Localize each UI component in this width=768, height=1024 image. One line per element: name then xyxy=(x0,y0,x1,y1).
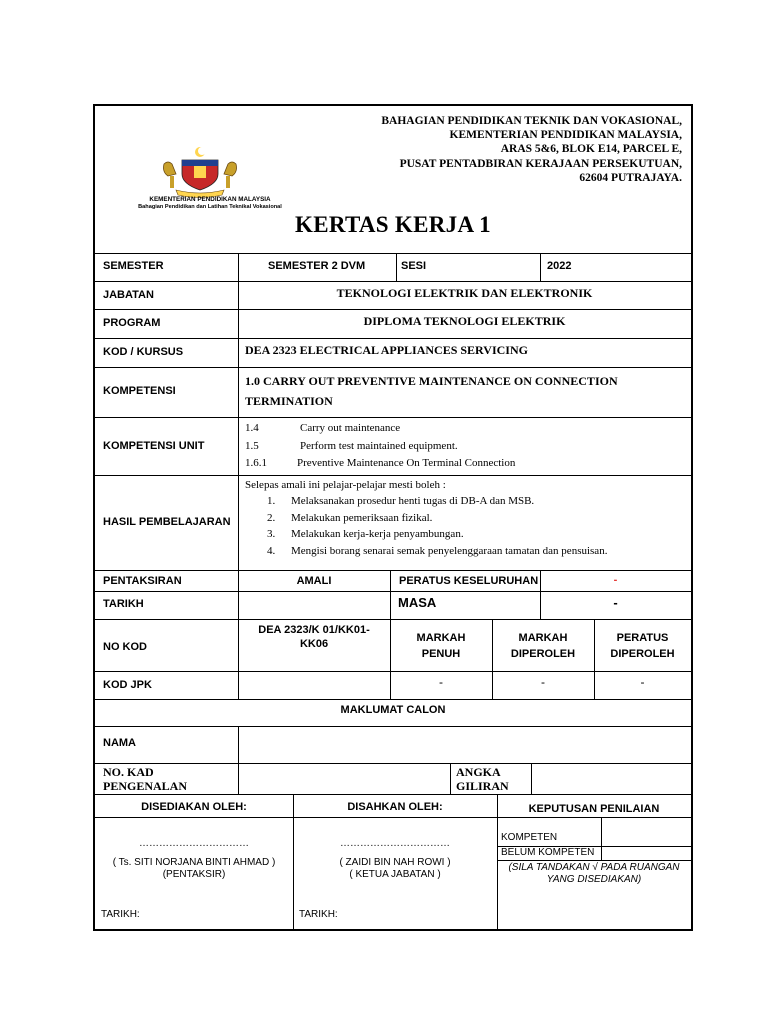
note-line: (SILA TANDAKAN √ PADA RUANGAN xyxy=(508,862,680,873)
masa-label: MASA xyxy=(398,595,437,610)
address-line: BAHAGIAN PENDIDIKAN TEKNIK DAN VOKASIONAL, xyxy=(381,115,682,127)
item-number: 2. xyxy=(267,511,276,524)
no-kad-pengenalan-label xyxy=(103,765,187,793)
disahkan-role: ( KETUA JABATAN ) xyxy=(349,869,441,880)
sesi-label: SESI xyxy=(401,260,427,272)
markah-diperoleh-value: - xyxy=(541,675,545,689)
label-line: ANGKA xyxy=(456,765,501,779)
note-line: YANG DISEDIAKAN) xyxy=(546,874,642,885)
item-text: Mengisi borang senarai semak penyelenggaraan tamatan dan pensuisan. xyxy=(291,544,608,557)
list-item xyxy=(245,493,689,509)
kompetensi-value xyxy=(245,371,618,411)
belum-kompeten-checkbox[interactable] xyxy=(602,847,690,860)
kompeten-option-label: KOMPETEN xyxy=(501,832,558,843)
angka-giliran-label xyxy=(456,765,509,793)
peratus-keseluruhan-value: - xyxy=(613,574,618,586)
label-line: PENGENALAN xyxy=(103,779,188,793)
ministry-logo xyxy=(120,144,280,214)
kompetensi-label: KOMPETENSI xyxy=(103,385,176,397)
kod-jpk-label: KOD JPK xyxy=(103,679,152,691)
disediakan-name: ( Ts. SITI NORJANA BINTI AHMAD ) xyxy=(112,857,276,868)
header-line: PERATUS xyxy=(616,632,669,644)
markah-penuh-value: - xyxy=(439,675,443,689)
unit-number: 1.4 xyxy=(245,422,259,434)
item-text: Melaksanakan prosedur henti tugas di DB-A dan MSB. xyxy=(291,495,535,508)
maklumat-calon-title: MAKLUMAT CALON xyxy=(340,704,446,716)
kompeten-checkbox[interactable] xyxy=(602,818,690,846)
disediakan-signature-line: …………………………… xyxy=(139,838,249,849)
kompetensi-unit-label: KOMPETENSI UNIT xyxy=(103,440,205,452)
no-kod-label: NO KOD xyxy=(103,641,147,653)
item-text: Melakukan kerja-kerja penyambungan. xyxy=(291,528,464,541)
peratus-keseluruhan-label: PERATUS KESELURUHAN xyxy=(399,575,539,587)
address-line: PUSAT PENTADBIRAN KERAJAAN PERSEKUTUAN, xyxy=(399,157,682,170)
page-title: KERTAS KERJA 1 xyxy=(295,212,491,237)
hasil-pembelajaran-content xyxy=(245,477,689,559)
item-number: 1. xyxy=(267,495,276,508)
keputusan-instruction xyxy=(497,862,691,886)
belum-kompeten-option-label: BELUM KOMPETEN xyxy=(501,847,595,858)
header-address xyxy=(342,114,682,185)
no-kod-line: KK06 xyxy=(299,638,329,650)
no-kod-value xyxy=(238,623,390,651)
disahkan-signature-line: …………………………… xyxy=(340,838,450,849)
address-line: 62604 PUTRAJAYA. xyxy=(579,171,682,184)
unit-number: 1.6.1 xyxy=(245,457,267,469)
address-line: ARAS 5&6, BLOK E14, PARCEL E, xyxy=(500,143,682,156)
disahkan-tarikh: TARIKH: xyxy=(299,909,338,920)
jabatan-value: TEKNOLOGI ELEKTRIK DAN ELEKTRONIK xyxy=(336,286,593,300)
jabatan-label: JABATAN xyxy=(103,289,154,301)
masa-value: - xyxy=(613,595,618,610)
keputusan-penilaian-label: KEPUTUSAN PENILAIAN xyxy=(528,803,660,815)
disediakan-tarikh: TARIKH: xyxy=(101,909,140,920)
list-item xyxy=(245,510,689,526)
logo-division-name: Bahagian Pendidikan dan Latihan Teknikal Vokasional xyxy=(138,204,282,210)
header-line: MARKAH xyxy=(518,632,568,644)
kod-kursus-value: DEA 2323 ELECTRICAL APPLIANCES SERVICING xyxy=(245,343,528,357)
header-line: DIPEROLEH xyxy=(610,648,675,660)
hasil-list xyxy=(245,493,689,559)
label-line: GILIRAN xyxy=(456,779,509,793)
unit-text: Preventive Maintenance On Terminal Connection xyxy=(297,457,516,469)
program-value: DIPLOMA TEKNOLOGI ELEKTRIK xyxy=(363,314,566,328)
hasil-intro: Selepas amali ini pelajar-pelajar mesti boleh : xyxy=(245,479,446,491)
kompetensi-line: 1.0 CARRY OUT PREVENTIVE MAINTENANCE ON CONNECTION xyxy=(245,374,618,388)
semester-label: SEMESTER xyxy=(103,260,164,272)
pentaksiran-label: PENTAKSIRAN xyxy=(103,575,182,587)
markah-diperoleh-header xyxy=(492,630,594,662)
item-number: 4. xyxy=(267,544,276,557)
address-line: KEMENTERIAN PENDIDIKAN MALAYSIA, xyxy=(449,129,682,142)
no-kod-line: DEA 2323/K 01/KK01- xyxy=(258,624,370,636)
tarikh-label: TARIKH xyxy=(103,598,144,610)
unit-text: Perform test maintained equipment. xyxy=(300,439,458,452)
semester-value: SEMESTER 2 DVM xyxy=(268,260,366,272)
list-item xyxy=(245,455,685,473)
sesi-value: 2022 xyxy=(547,260,572,272)
peratus-diperoleh-header xyxy=(594,630,691,662)
label-line: NO. KAD xyxy=(103,765,154,779)
disahkan-oleh-label: DISAHKAN OLEH: xyxy=(347,801,443,813)
pentaksiran-value: AMALI xyxy=(296,575,332,587)
header-line: MARKAH xyxy=(416,632,466,644)
header-line: DIPEROLEH xyxy=(510,648,576,660)
kompetensi-unit-list xyxy=(245,420,685,473)
header-line: PENUH xyxy=(421,648,461,660)
nama-label: NAMA xyxy=(103,737,136,749)
markah-penuh-header xyxy=(390,630,492,662)
disediakan-role: (PENTAKSIR) xyxy=(162,869,226,880)
peratus-diperoleh-value: - xyxy=(640,675,645,689)
item-number: 3. xyxy=(267,528,276,541)
item-text: Melakukan pemeriksaan fizikal. xyxy=(291,511,433,524)
list-item xyxy=(245,438,685,456)
worksheet-form xyxy=(93,104,693,931)
disediakan-oleh-label: DISEDIAKAN OLEH: xyxy=(141,801,247,813)
list-item xyxy=(245,526,689,542)
list-item xyxy=(245,420,685,438)
list-item xyxy=(245,543,689,559)
hasil-pembelajaran-label: HASIL PEMBELAJARAN xyxy=(103,516,231,528)
program-label: PROGRAM xyxy=(103,317,161,329)
unit-number: 1.5 xyxy=(245,439,259,452)
kompetensi-line: TERMINATION xyxy=(245,394,333,408)
kod-kursus-label: KOD / KURSUS xyxy=(103,346,184,358)
unit-text: Carry out maintenance xyxy=(300,422,401,434)
disahkan-name: ( ZAIDI BIN NAH ROWI ) xyxy=(339,857,451,868)
logo-ministry-name: KEMENTERIAN PENDIDIKAN MALAYSIA xyxy=(149,196,271,203)
